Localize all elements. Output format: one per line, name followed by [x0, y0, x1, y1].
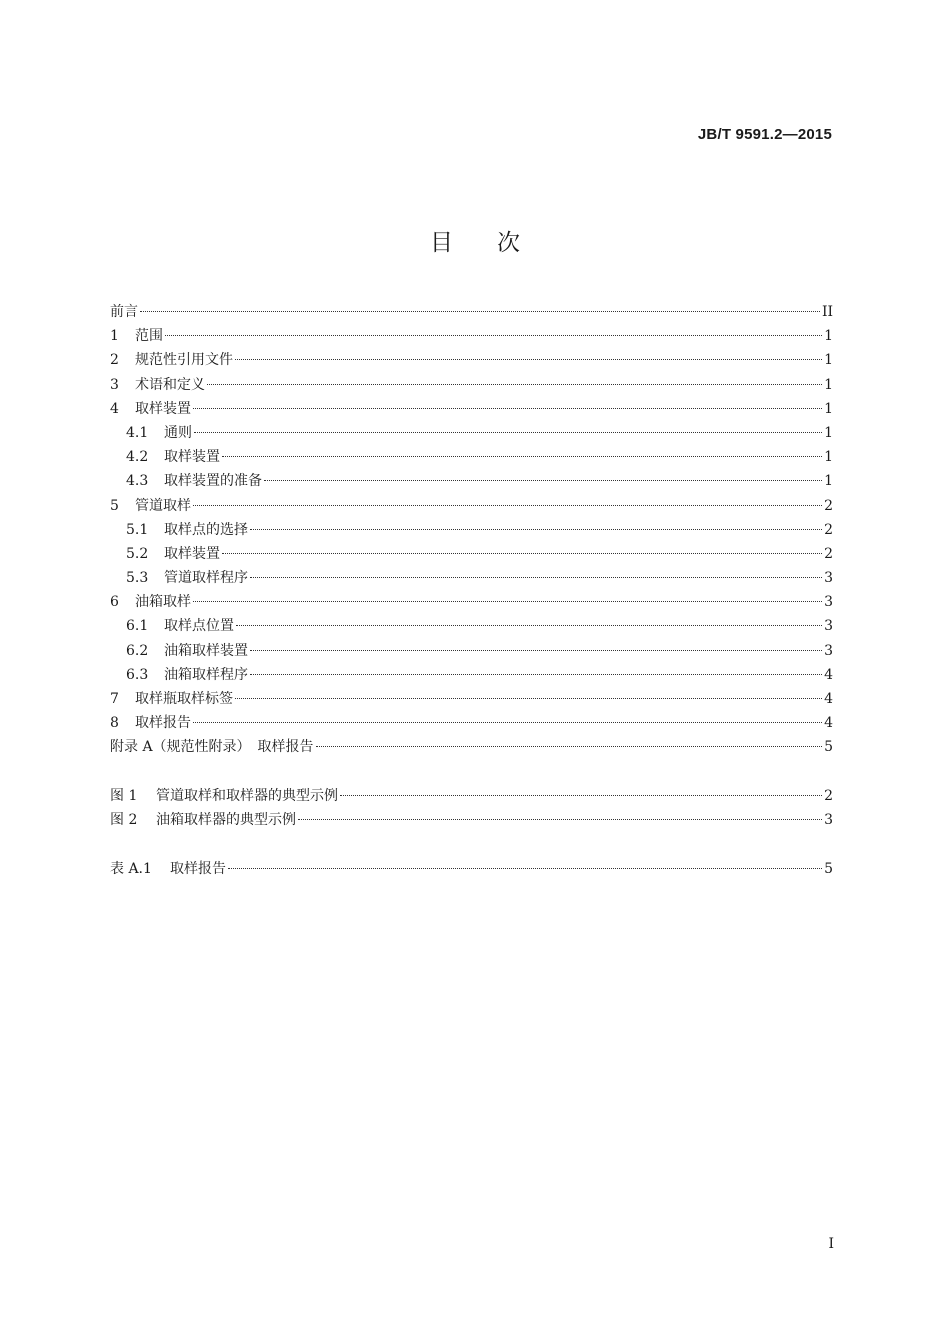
toc-entry-label: 取样点位置: [164, 618, 234, 635]
toc-entry-label: 取样装置: [164, 545, 220, 562]
toc-leader-dots: [250, 577, 822, 578]
toc-entry-number: 6: [110, 594, 119, 611]
toc-entry-number: 7: [110, 691, 119, 707]
toc-entry[interactable]: [110, 348, 833, 372]
toc-table-entry[interactable]: [110, 857, 833, 881]
toc-spacer: [110, 760, 833, 785]
figure-label: 油箱取样器的典型示例: [156, 812, 296, 829]
toc-entry-page: 4: [824, 691, 833, 707]
toc-entry-number: 3: [110, 376, 119, 393]
toc-entry-number: 4.2: [126, 449, 149, 466]
toc-entry-page: 4: [824, 666, 833, 683]
toc-entry-page: 3: [824, 642, 833, 659]
toc-entry[interactable]: [110, 590, 833, 614]
toc-subentry[interactable]: [110, 445, 833, 469]
toc-leader-dots: [236, 625, 822, 626]
toc-entry-label: 取样装置的准备: [164, 473, 262, 490]
toc-leader-dots: [264, 480, 822, 481]
toc-entry-label: 规范性引用文件: [135, 352, 233, 369]
standard-number: JB/T 9591.2—2015: [697, 126, 832, 143]
figure-number: 图 2: [110, 812, 138, 829]
toc-entry-number: 4.3: [126, 473, 149, 490]
toc-entry-annex-a[interactable]: [110, 735, 833, 759]
figure-number: 图 1: [110, 788, 138, 805]
toc-entry-page: 1: [824, 424, 833, 441]
toc-entry-page: 3: [824, 570, 833, 587]
toc-entry[interactable]: [110, 397, 833, 421]
toc-figure-entry[interactable]: [110, 808, 833, 832]
figure-page: 3: [824, 812, 833, 829]
toc-entry-preface[interactable]: [110, 300, 833, 324]
toc-subentry[interactable]: [110, 663, 833, 687]
toc-entry-page: 2: [824, 545, 833, 562]
toc-leader-dots: [222, 456, 822, 457]
toc-leader-dots: [250, 674, 822, 675]
toc-entry-label: 取样报告: [135, 715, 191, 732]
toc-entry[interactable]: [110, 687, 833, 711]
toc-leader-dots: [194, 432, 822, 433]
toc-entry-number: 6.1: [126, 618, 149, 635]
toc-leader-dots: [340, 795, 822, 796]
toc-entry-page: 2: [824, 521, 833, 538]
toc-entry-number: 5.2: [126, 545, 149, 562]
toc-entry-number: 1: [110, 328, 119, 345]
toc-entry-number: 4.1: [126, 424, 149, 441]
toc-entry-label: 范围: [135, 328, 163, 345]
toc-entry-page: 3: [824, 594, 833, 611]
toc-leader-dots: [165, 335, 822, 336]
toc-entry-label: 前言: [110, 304, 138, 320]
toc-entry-page: 1: [824, 473, 833, 490]
toc-entry-label: 取样装置: [135, 400, 191, 417]
toc-leader-dots: [235, 359, 822, 360]
toc-entry[interactable]: [110, 324, 833, 348]
toc-sections: [110, 300, 833, 760]
toc-entry-page: 2: [824, 497, 833, 514]
toc-leader-dots: [193, 408, 822, 409]
toc-subentry[interactable]: [110, 639, 833, 663]
toc-entry-label: 附录 A（规范性附录） 取样报告: [110, 739, 314, 756]
table-number: 表 A.1: [110, 860, 152, 877]
toc-entry-number: 6.3: [126, 666, 149, 683]
table-of-contents: [110, 300, 833, 881]
toc-entry-page: 1: [824, 400, 833, 417]
page-title: 目次: [430, 230, 564, 256]
toc-leader-dots: [193, 601, 822, 602]
toc-leader-dots: [193, 722, 822, 723]
toc-leader-dots: [222, 553, 822, 554]
toc-entry-label: 管道取样程序: [164, 570, 248, 587]
toc-entry-label: 油箱取样程序: [164, 666, 248, 683]
toc-entry-label: 取样装置: [164, 449, 220, 466]
figure-page: 2: [824, 788, 833, 805]
toc-entry-page: 4: [824, 715, 833, 732]
toc-subentry[interactable]: [110, 469, 833, 493]
page-number: I: [828, 1236, 834, 1252]
toc-entry-label: 取样点的选择: [164, 521, 248, 538]
toc-entry-label: 管道取样: [135, 497, 191, 514]
toc-entry-label: 油箱取样装置: [164, 642, 248, 659]
toc-leader-dots: [207, 384, 822, 385]
toc-entry-number: 4: [110, 400, 119, 417]
toc-entry-label: 取样瓶取样标签: [135, 691, 233, 707]
toc-entry-page: II: [821, 304, 833, 320]
toc-leader-dots: [193, 505, 822, 506]
toc-entry[interactable]: [110, 711, 833, 735]
toc-leader-dots: [140, 311, 820, 312]
figure-label: 管道取样和取样器的典型示例: [156, 788, 338, 805]
toc-entry-page: 3: [824, 618, 833, 635]
toc-entry-number: 5.3: [126, 570, 149, 587]
toc-subentry[interactable]: [110, 614, 833, 638]
toc-subentry[interactable]: [110, 518, 833, 542]
toc-entry-label: 术语和定义: [135, 376, 205, 393]
toc-subentry[interactable]: [110, 542, 833, 566]
toc-spacer: [110, 832, 833, 857]
toc-entry-number: 5.1: [126, 521, 149, 538]
toc-leader-dots: [235, 698, 822, 699]
toc-entry[interactable]: [110, 373, 833, 397]
toc-figures: [110, 784, 833, 832]
toc-figure-entry[interactable]: [110, 784, 833, 808]
toc-leader-dots: [250, 650, 822, 651]
toc-leader-dots: [316, 746, 823, 747]
toc-subentry[interactable]: [110, 566, 833, 590]
toc-entry-label: 油箱取样: [135, 594, 191, 611]
table-page: 5: [824, 860, 833, 877]
toc-entry[interactable]: [110, 494, 833, 518]
toc-entry-number: 5: [110, 497, 119, 514]
toc-entry-page: 1: [824, 376, 833, 393]
toc-subentry[interactable]: [110, 421, 833, 445]
toc-leader-dots: [250, 529, 822, 530]
toc-leader-dots: [298, 819, 822, 820]
toc-tables: [110, 857, 833, 881]
toc-entry-number: 8: [110, 715, 119, 732]
toc-entry-page: 1: [824, 328, 833, 345]
toc-entry-page: 5: [824, 739, 833, 756]
toc-entry-label: 通则: [164, 424, 192, 441]
toc-entry-page: 1: [824, 449, 833, 466]
table-label: 取样报告: [170, 860, 226, 877]
toc-entry-number: 6.2: [126, 642, 149, 659]
toc-entry-number: 2: [110, 352, 119, 369]
toc-entry-page: 1: [824, 352, 833, 369]
toc-leader-dots: [228, 868, 822, 869]
